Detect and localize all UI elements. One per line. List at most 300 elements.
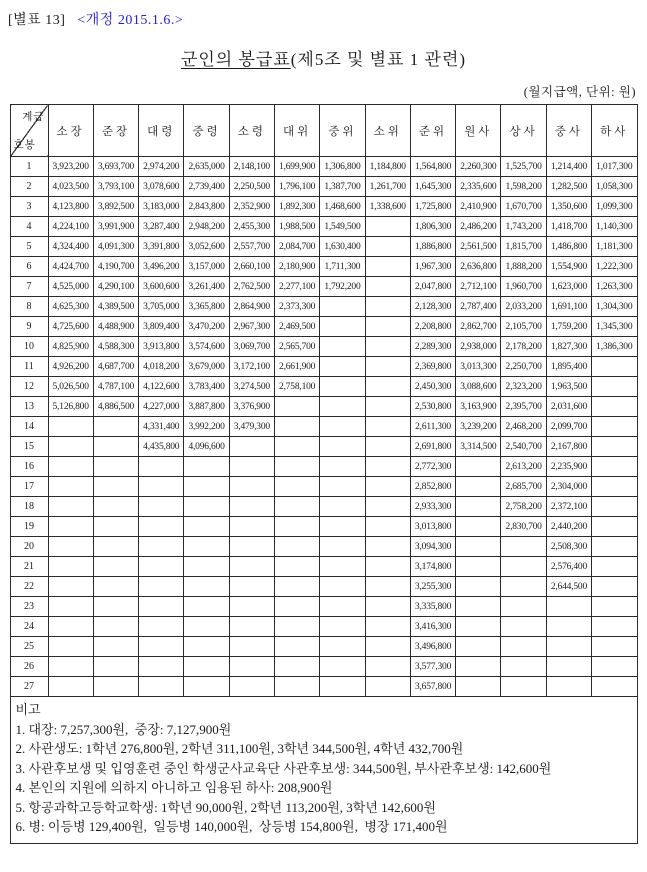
pay-cell: 3,078,600 bbox=[139, 177, 184, 197]
grade-number: 7 bbox=[10, 277, 48, 297]
pay-cell: 1,345,300 bbox=[592, 317, 637, 337]
pay-cell: 2,304,000 bbox=[546, 477, 591, 497]
pay-cell: 2,636,800 bbox=[456, 257, 501, 277]
pay-cell: 3,314,500 bbox=[456, 437, 501, 457]
column-header: 중령 bbox=[184, 105, 229, 157]
pay-cell: 2,691,800 bbox=[410, 437, 455, 457]
pay-cell bbox=[592, 457, 637, 477]
pay-cell: 3,783,400 bbox=[184, 377, 229, 397]
table-row bbox=[10, 577, 637, 597]
pay-cell bbox=[365, 377, 410, 397]
pay-cell bbox=[274, 637, 319, 657]
table-row bbox=[10, 557, 637, 577]
pay-cell: 2,974,200 bbox=[139, 157, 184, 177]
pay-cell bbox=[365, 577, 410, 597]
pay-cell: 1,886,800 bbox=[410, 237, 455, 257]
pay-cell bbox=[501, 557, 546, 577]
pay-cell: 3,479,300 bbox=[229, 417, 274, 437]
table-row bbox=[10, 177, 637, 197]
pay-cell: 2,613,200 bbox=[501, 457, 546, 477]
pay-cell: 3,391,800 bbox=[139, 237, 184, 257]
pay-cell bbox=[229, 517, 274, 537]
pay-cell bbox=[501, 597, 546, 617]
pay-cell bbox=[501, 637, 546, 657]
pay-cell: 1,888,200 bbox=[501, 257, 546, 277]
pay-cell: 1,549,500 bbox=[320, 217, 365, 237]
pay-cell bbox=[592, 537, 637, 557]
pay-cell: 2,440,200 bbox=[546, 517, 591, 537]
doc-header bbox=[0, 0, 647, 29]
pay-cell bbox=[592, 417, 637, 437]
pay-cell bbox=[274, 577, 319, 597]
pay-cell bbox=[93, 457, 138, 477]
table-row bbox=[10, 677, 637, 697]
pay-cell: 2,712,100 bbox=[456, 277, 501, 297]
pay-cell: 2,099,700 bbox=[546, 417, 591, 437]
pay-cell bbox=[48, 457, 93, 477]
pay-cell bbox=[274, 417, 319, 437]
pay-cell bbox=[320, 577, 365, 597]
pay-cell: 2,843,800 bbox=[184, 197, 229, 217]
pay-cell bbox=[365, 317, 410, 337]
pay-cell: 3,574,600 bbox=[184, 337, 229, 357]
table-row bbox=[10, 637, 637, 657]
pay-cell: 4,123,800 bbox=[48, 197, 93, 217]
pay-cell: 2,565,700 bbox=[274, 337, 319, 357]
pay-cell bbox=[48, 497, 93, 517]
pay-cell: 2,250,700 bbox=[501, 357, 546, 377]
table-row bbox=[10, 277, 637, 297]
pay-cell: 2,469,500 bbox=[274, 317, 319, 337]
pay-cell: 1,486,800 bbox=[546, 237, 591, 257]
pay-cell bbox=[592, 477, 637, 497]
pay-cell: 3,470,200 bbox=[184, 317, 229, 337]
pay-cell bbox=[365, 617, 410, 637]
pay-cell: 2,178,200 bbox=[501, 337, 546, 357]
pay-cell: 2,084,700 bbox=[274, 237, 319, 257]
pay-cell: 3,094,300 bbox=[410, 537, 455, 557]
pay-cell: 4,331,400 bbox=[139, 417, 184, 437]
pay-cell: 2,864,900 bbox=[229, 297, 274, 317]
column-header: 소령 bbox=[229, 105, 274, 157]
pay-cell: 3,287,400 bbox=[139, 217, 184, 237]
pay-cell: 3,577,300 bbox=[410, 657, 455, 677]
pay-cell: 1,892,300 bbox=[274, 197, 319, 217]
grade-number: 11 bbox=[10, 357, 48, 377]
pay-cell: 3,376,900 bbox=[229, 397, 274, 417]
pay-cell bbox=[320, 657, 365, 677]
pay-cell bbox=[93, 637, 138, 657]
pay-cell bbox=[320, 497, 365, 517]
pay-cell bbox=[139, 677, 184, 697]
note-item: 1. 대장: 7,257,300원, 중장: 7,127,900원 bbox=[15, 721, 232, 737]
pay-cell: 3,052,600 bbox=[184, 237, 229, 257]
table-row bbox=[10, 617, 637, 637]
pay-cell: 2,468,200 bbox=[501, 417, 546, 437]
pay-cell: 1,815,700 bbox=[501, 237, 546, 257]
pay-cell: 1,759,200 bbox=[546, 317, 591, 337]
pay-cell: 1,306,800 bbox=[320, 157, 365, 177]
pay-cell: 3,913,800 bbox=[139, 337, 184, 357]
pay-cell: 4,424,700 bbox=[48, 257, 93, 277]
grade-number: 22 bbox=[10, 577, 48, 597]
pay-cell bbox=[48, 577, 93, 597]
table-row bbox=[10, 377, 637, 397]
pay-cell: 2,508,300 bbox=[546, 537, 591, 557]
table-row bbox=[10, 257, 637, 277]
pay-cell bbox=[365, 457, 410, 477]
pay-cell bbox=[592, 657, 637, 677]
pay-cell: 3,600,600 bbox=[139, 277, 184, 297]
pay-cell: 5,126,800 bbox=[48, 397, 93, 417]
pay-cell: 2,208,800 bbox=[410, 317, 455, 337]
grade-number: 8 bbox=[10, 297, 48, 317]
pay-cell: 1,214,400 bbox=[546, 157, 591, 177]
pay-cell bbox=[501, 617, 546, 637]
pay-cell bbox=[320, 517, 365, 537]
pay-cell: 4,290,100 bbox=[93, 277, 138, 297]
pay-cell bbox=[592, 517, 637, 537]
pay-cell bbox=[592, 557, 637, 577]
pay-cell bbox=[365, 217, 410, 237]
pay-cell: 1,988,500 bbox=[274, 217, 319, 237]
pay-cell bbox=[229, 477, 274, 497]
pay-cell bbox=[274, 397, 319, 417]
pay-cell bbox=[229, 637, 274, 657]
pay-cell: 2,410,900 bbox=[456, 197, 501, 217]
pay-cell: 1,743,200 bbox=[501, 217, 546, 237]
pay-table-header-row bbox=[10, 105, 637, 157]
pay-cell bbox=[320, 597, 365, 617]
pay-cell: 1,468,600 bbox=[320, 197, 365, 217]
notes-heading: 비고 bbox=[15, 702, 41, 717]
pay-cell: 3,163,900 bbox=[456, 397, 501, 417]
note-item: 5. 항공과학고등학교학생: 1학년 90,000원, 2학년 113,200원, 3학년 142,600원 bbox=[15, 799, 436, 815]
pay-cell: 4,224,100 bbox=[48, 217, 93, 237]
pay-cell: 2,758,100 bbox=[274, 377, 319, 397]
pay-cell bbox=[320, 437, 365, 457]
pay-cell bbox=[139, 477, 184, 497]
pay-cell: 4,091,300 bbox=[93, 237, 138, 257]
pay-cell: 2,277,100 bbox=[274, 277, 319, 297]
pay-cell: 1,140,300 bbox=[592, 217, 637, 237]
pay-cell bbox=[592, 397, 637, 417]
pay-cell: 1,058,300 bbox=[592, 177, 637, 197]
pay-cell bbox=[320, 457, 365, 477]
table-row bbox=[10, 597, 637, 617]
grade-number: 3 bbox=[10, 197, 48, 217]
pay-cell bbox=[184, 617, 229, 637]
pay-cell bbox=[139, 637, 184, 657]
pay-cell bbox=[229, 577, 274, 597]
pay-cell: 3,157,000 bbox=[184, 257, 229, 277]
pay-cell: 3,013,300 bbox=[456, 357, 501, 377]
column-header: 대위 bbox=[274, 105, 319, 157]
pay-cell: 4,190,700 bbox=[93, 257, 138, 277]
pay-cell: 3,183,000 bbox=[139, 197, 184, 217]
pay-cell bbox=[456, 577, 501, 597]
table-row bbox=[10, 197, 637, 217]
pay-cell bbox=[320, 617, 365, 637]
column-header: 준위 bbox=[410, 105, 455, 157]
table-row bbox=[10, 657, 637, 677]
pay-cell: 1,792,200 bbox=[320, 277, 365, 297]
table-row bbox=[10, 237, 637, 257]
pay-cell: 2,830,700 bbox=[501, 517, 546, 537]
pay-cell bbox=[274, 437, 319, 457]
table-row bbox=[10, 537, 637, 557]
pay-cell bbox=[456, 477, 501, 497]
pay-cell: 2,938,000 bbox=[456, 337, 501, 357]
pay-cell: 1,725,800 bbox=[410, 197, 455, 217]
pay-cell: 1,350,600 bbox=[546, 197, 591, 217]
pay-cell: 2,685,700 bbox=[501, 477, 546, 497]
pay-cell: 1,387,700 bbox=[320, 177, 365, 197]
grade-number: 25 bbox=[10, 637, 48, 657]
grade-number: 26 bbox=[10, 657, 48, 677]
pay-cell: 2,635,000 bbox=[184, 157, 229, 177]
pay-cell bbox=[48, 477, 93, 497]
pay-cell bbox=[456, 617, 501, 637]
pay-cell: 3,261,400 bbox=[184, 277, 229, 297]
pay-cell bbox=[93, 617, 138, 637]
pay-cell: 2,250,500 bbox=[229, 177, 274, 197]
pay-cell: 2,660,100 bbox=[229, 257, 274, 277]
pay-cell bbox=[184, 657, 229, 677]
pay-cell: 3,657,800 bbox=[410, 677, 455, 697]
pay-cell: 4,324,400 bbox=[48, 237, 93, 257]
pay-cell bbox=[456, 457, 501, 477]
pay-cell bbox=[48, 617, 93, 637]
pay-cell: 2,739,400 bbox=[184, 177, 229, 197]
grade-number: 17 bbox=[10, 477, 48, 497]
pay-cell: 2,352,900 bbox=[229, 197, 274, 217]
pay-cell bbox=[48, 537, 93, 557]
pay-cell bbox=[48, 437, 93, 457]
note-item: 3. 사관후보생 및 입영훈련 중인 학생군사교육단 사관후보생: 344,500원, 부사관후보생: 142,600원 bbox=[15, 760, 552, 776]
pay-cell bbox=[93, 597, 138, 617]
pay-cell bbox=[592, 357, 637, 377]
pay-cell: 3,174,800 bbox=[410, 557, 455, 577]
pay-cell: 1,184,800 bbox=[365, 157, 410, 177]
pay-cell bbox=[365, 677, 410, 697]
pay-cell bbox=[592, 597, 637, 617]
pay-cell bbox=[274, 557, 319, 577]
pay-cell: 1,261,700 bbox=[365, 177, 410, 197]
pay-cell: 2,128,300 bbox=[410, 297, 455, 317]
grade-number: 15 bbox=[10, 437, 48, 457]
grade-number: 9 bbox=[10, 317, 48, 337]
pay-cell bbox=[184, 577, 229, 597]
pay-cell bbox=[274, 597, 319, 617]
pay-cell: 3,923,200 bbox=[48, 157, 93, 177]
pay-cell bbox=[501, 537, 546, 557]
pay-cell: 1,691,100 bbox=[546, 297, 591, 317]
pay-cell bbox=[546, 657, 591, 677]
pay-cell bbox=[274, 537, 319, 557]
table-row bbox=[10, 317, 637, 337]
pay-cell bbox=[320, 337, 365, 357]
pay-cell: 1,806,300 bbox=[410, 217, 455, 237]
pay-cell bbox=[456, 537, 501, 557]
pay-cell bbox=[229, 617, 274, 637]
pay-cell: 2,372,100 bbox=[546, 497, 591, 517]
pay-cell: 2,047,800 bbox=[410, 277, 455, 297]
pay-cell bbox=[456, 517, 501, 537]
pay-cell bbox=[48, 417, 93, 437]
pay-cell bbox=[320, 417, 365, 437]
pay-cell bbox=[365, 437, 410, 457]
pay-cell: 3,365,800 bbox=[184, 297, 229, 317]
pay-cell bbox=[139, 497, 184, 517]
pay-cell: 2,031,600 bbox=[546, 397, 591, 417]
pay-cell: 3,693,700 bbox=[93, 157, 138, 177]
pay-cell: 1,282,500 bbox=[546, 177, 591, 197]
pay-cell: 4,787,100 bbox=[93, 377, 138, 397]
pay-cell: 3,496,200 bbox=[139, 257, 184, 277]
pay-cell: 1,895,400 bbox=[546, 357, 591, 377]
table-row bbox=[10, 217, 637, 237]
pay-cell: 4,488,900 bbox=[93, 317, 138, 337]
pay-cell: 2,772,300 bbox=[410, 457, 455, 477]
title-main: 군인의 봉급표 bbox=[180, 50, 291, 69]
pay-cell: 3,172,100 bbox=[229, 357, 274, 377]
pay-cell: 3,679,000 bbox=[184, 357, 229, 377]
pay-cell bbox=[139, 597, 184, 617]
grade-number: 18 bbox=[10, 497, 48, 517]
table-row bbox=[10, 417, 637, 437]
note-item: 4. 본인의 지원에 의하지 아니하고 임용된 하사: 208,900원 bbox=[15, 780, 333, 795]
table-row bbox=[10, 457, 637, 477]
grade-number: 4 bbox=[10, 217, 48, 237]
pay-cell bbox=[320, 477, 365, 497]
pay-cell bbox=[546, 637, 591, 657]
pay-cell: 2,180,900 bbox=[274, 257, 319, 277]
pay-cell: 3,496,800 bbox=[410, 637, 455, 657]
pay-cell bbox=[456, 497, 501, 517]
pay-cell: 1,017,300 bbox=[592, 157, 637, 177]
table-row bbox=[10, 497, 637, 517]
pay-cell: 1,386,300 bbox=[592, 337, 637, 357]
pay-cell bbox=[139, 617, 184, 637]
column-header: 대령 bbox=[139, 105, 184, 157]
pay-cell: 4,886,500 bbox=[93, 397, 138, 417]
pay-cell: 2,576,400 bbox=[546, 557, 591, 577]
table-row bbox=[10, 397, 637, 417]
pay-cell: 2,758,200 bbox=[501, 497, 546, 517]
pay-cell bbox=[592, 637, 637, 657]
pay-cell: 4,725,600 bbox=[48, 317, 93, 337]
grade-number: 19 bbox=[10, 517, 48, 537]
pay-cell: 4,435,800 bbox=[139, 437, 184, 457]
pay-cell: 1,827,300 bbox=[546, 337, 591, 357]
table-row bbox=[10, 437, 637, 457]
pay-cell bbox=[229, 657, 274, 677]
grade-number: 16 bbox=[10, 457, 48, 477]
table-row bbox=[10, 337, 637, 357]
pay-cell bbox=[456, 677, 501, 697]
pay-cell: 4,525,000 bbox=[48, 277, 93, 297]
pay-cell bbox=[592, 577, 637, 597]
pay-cell: 4,018,200 bbox=[139, 357, 184, 377]
pay-cell bbox=[365, 597, 410, 617]
pay-cell: 1,699,900 bbox=[274, 157, 319, 177]
pay-cell bbox=[229, 597, 274, 617]
unit-note: (월지급액, 단위: 원) bbox=[523, 85, 636, 99]
grade-number: 12 bbox=[10, 377, 48, 397]
table-row bbox=[10, 357, 637, 377]
page-title bbox=[0, 45, 647, 70]
pay-cell: 2,611,300 bbox=[410, 417, 455, 437]
pay-cell: 2,105,700 bbox=[501, 317, 546, 337]
pay-cell: 1,645,300 bbox=[410, 177, 455, 197]
grade-number: 2 bbox=[10, 177, 48, 197]
pay-cell bbox=[229, 457, 274, 477]
notes-box bbox=[10, 697, 638, 844]
pay-cell bbox=[184, 597, 229, 617]
pay-cell: 2,762,500 bbox=[229, 277, 274, 297]
pay-cell bbox=[274, 617, 319, 637]
pay-cell: 3,705,000 bbox=[139, 297, 184, 317]
pay-cell bbox=[48, 657, 93, 677]
pay-cell: 4,687,700 bbox=[93, 357, 138, 377]
grade-number: 5 bbox=[10, 237, 48, 257]
column-header: 중사 bbox=[546, 105, 591, 157]
pay-cell: 2,661,900 bbox=[274, 357, 319, 377]
pay-cell: 3,991,900 bbox=[93, 217, 138, 237]
pay-cell: 1,623,000 bbox=[546, 277, 591, 297]
pay-cell bbox=[365, 257, 410, 277]
pay-cell: 3,335,800 bbox=[410, 597, 455, 617]
pay-cell: 4,625,300 bbox=[48, 297, 93, 317]
pay-cell bbox=[501, 577, 546, 597]
pay-cell bbox=[93, 577, 138, 597]
pay-cell bbox=[184, 457, 229, 477]
revision-note: <개정 2015.1.6.> bbox=[77, 13, 184, 28]
pay-cell: 2,260,300 bbox=[456, 157, 501, 177]
pay-cell: 2,787,400 bbox=[456, 297, 501, 317]
pay-table bbox=[10, 104, 638, 697]
pay-cell bbox=[320, 537, 365, 557]
pay-cell bbox=[365, 357, 410, 377]
corner-cell bbox=[10, 105, 48, 157]
pay-cell bbox=[184, 557, 229, 577]
pay-cell: 3,992,200 bbox=[184, 417, 229, 437]
corner-label-rank: 계급 bbox=[22, 112, 45, 123]
pay-cell: 1,554,900 bbox=[546, 257, 591, 277]
pay-cell: 2,948,200 bbox=[184, 217, 229, 237]
pay-cell: 1,670,700 bbox=[501, 197, 546, 217]
note-item: 2. 사관생도: 1학년 276,800원, 2학년 311,100원, 3학년 344,500원, 4학년 432,700원 bbox=[15, 741, 464, 756]
pay-cell: 2,862,700 bbox=[456, 317, 501, 337]
pay-cell bbox=[229, 437, 274, 457]
table-row bbox=[10, 157, 637, 177]
annex-label: [별표 13] bbox=[8, 13, 66, 28]
pay-cell: 4,023,500 bbox=[48, 177, 93, 197]
column-header: 하사 bbox=[592, 105, 637, 157]
pay-cell bbox=[184, 677, 229, 697]
pay-cell: 1,711,300 bbox=[320, 257, 365, 277]
pay-cell: 3,069,700 bbox=[229, 337, 274, 357]
pay-cell bbox=[274, 477, 319, 497]
pay-cell: 3,416,300 bbox=[410, 617, 455, 637]
pay-cell: 3,887,800 bbox=[184, 397, 229, 417]
pay-cell: 2,167,800 bbox=[546, 437, 591, 457]
pay-cell bbox=[456, 597, 501, 617]
title-sub: (제5조 및 별표 1 관련) bbox=[290, 50, 467, 69]
pay-cell bbox=[320, 397, 365, 417]
pay-cell: 2,852,800 bbox=[410, 477, 455, 497]
